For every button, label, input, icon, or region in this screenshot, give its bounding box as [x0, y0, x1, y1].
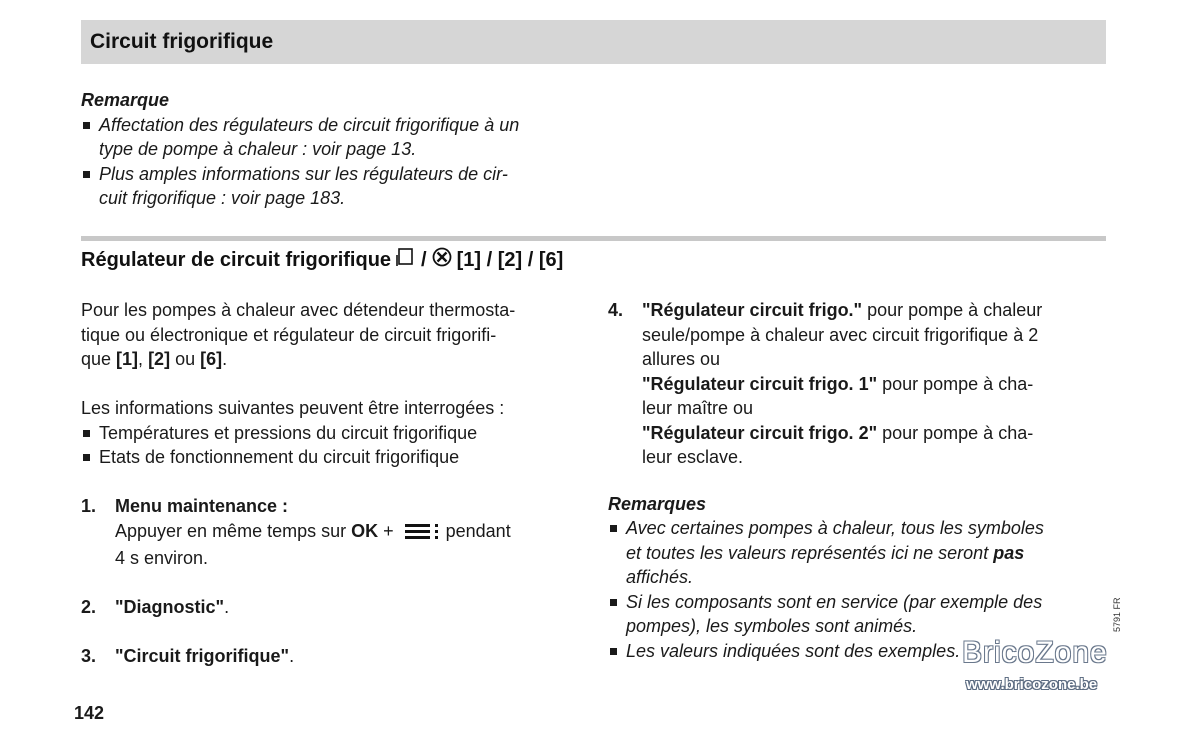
step-text: .: [224, 597, 230, 617]
menu-list-icon: [405, 522, 441, 547]
step-title: "Circuit frigorifique": [115, 646, 290, 666]
watermark-url: www.bricozone.be: [966, 676, 1098, 693]
bullet-icon: [83, 122, 90, 129]
bullet-icon: [83, 171, 90, 178]
page-number: 142: [74, 703, 105, 723]
remark-line: cuit frigorifique : voir page 183.: [99, 188, 346, 208]
remarks-line: Avec certaines pompes à chaleur, tous les symboles: [626, 518, 1044, 538]
emphasis: pas: [993, 542, 1025, 563]
step-text: leur maître ou: [642, 398, 754, 418]
step-text: allures ou: [642, 349, 721, 369]
remarks-line: affichés.: [626, 567, 694, 587]
option-name: "Régulateur circuit frigo. 2": [642, 422, 878, 443]
watermark: [962, 636, 1108, 693]
remarks-item: [608, 516, 1108, 590]
step-text: pour pompe à chaleur: [862, 300, 1043, 320]
code-ref: [6]: [200, 349, 223, 369]
remarks-line: et toutes les valeurs représentés ici ne seront: [626, 542, 994, 563]
section-header: [81, 20, 1106, 64]
info-title: Les informations suivantes peuvent être interrogées :: [81, 398, 505, 418]
step-title: "Diagnostic": [115, 597, 225, 617]
remark-list: [81, 113, 601, 211]
subheading: [81, 246, 563, 274]
step-4: [608, 298, 1108, 470]
intro-text: ,: [138, 349, 149, 369]
remark-title: Remarque: [81, 90, 170, 110]
option-name: "Régulateur circuit frigo.": [642, 300, 863, 320]
option-name: "Régulateur circuit frigo. 1": [642, 373, 878, 394]
step-3: [81, 644, 581, 669]
step-text: 4 s environ.: [115, 548, 209, 568]
step-2: [81, 595, 581, 620]
intro-text: ou: [170, 349, 201, 369]
info-item: [81, 445, 581, 470]
step-1: [81, 494, 581, 571]
info-item-text: Températures et pressions du circuit frigorifique: [99, 422, 478, 443]
step-text: +: [378, 520, 399, 541]
subheading-text: Régulateur de circuit frigorifique: [81, 248, 392, 271]
info-item: [81, 421, 581, 446]
intro-text: .: [222, 349, 228, 369]
info-item-text: Etats de fonctionnement du circuit frigorifique: [99, 447, 460, 467]
remarks-title: Remarques: [608, 493, 707, 514]
step-text: .: [289, 646, 295, 666]
remark-box: [81, 88, 601, 211]
remarks-line: pompes), les symboles sont animés.: [626, 616, 918, 636]
intro-line: que: [81, 349, 117, 369]
bullet-icon: [610, 648, 617, 655]
intro-paragraph: [81, 298, 581, 372]
watermark-logo: BricoZone: [962, 636, 1108, 669]
remark-line: type de pompe à chaleur : voir page 13.: [99, 139, 417, 159]
step-number: 2.: [81, 597, 97, 617]
step-title: Menu maintenance :: [115, 496, 289, 516]
step-number: 3.: [81, 646, 97, 666]
doc-reference: 5791 FR: [1112, 597, 1122, 632]
bullet-icon: [83, 430, 90, 437]
remark-item: [81, 162, 601, 211]
wrench-service-icon: [431, 246, 453, 274]
section-title: Circuit frigorifique: [90, 30, 274, 53]
intro-line: Pour les pompes à chaleur avec détendeur thermosta-: [81, 300, 516, 320]
remarks-line: Si les composants sont en service (par exemple des: [626, 591, 1043, 612]
step-number: 4.: [608, 300, 624, 320]
code-ref: [1]: [116, 349, 139, 369]
info-list: [81, 421, 581, 470]
ok-key-label: OK: [351, 520, 379, 541]
remark-line: Affectation des régulateurs de circuit frigorifique à un: [99, 114, 520, 135]
step-text: leur esclave.: [642, 447, 744, 467]
subheading-suffix: [1] / [2] / [6]: [456, 248, 564, 271]
step-number: 1.: [81, 496, 97, 516]
code-ref: [2]: [148, 349, 171, 369]
remark-line: Plus amples informations sur les régulateurs de cir-: [99, 163, 508, 184]
remarks-item: [608, 590, 1108, 639]
step-text: seule/pompe à chaleur avec circuit frigorifique à 2: [642, 324, 1039, 345]
left-column: [81, 298, 581, 669]
remarks-line: Les valeurs indiquées sont des exemples.: [626, 640, 961, 661]
step-text: pendant: [440, 520, 511, 541]
bullet-icon: [83, 454, 90, 461]
bullet-icon: [610, 599, 617, 606]
bullet-icon: [610, 525, 617, 532]
right-column: [608, 298, 1108, 663]
section-divider: [81, 236, 1106, 241]
step-text: pour pompe à cha-: [877, 373, 1034, 394]
subheading-sep: /: [421, 248, 427, 271]
intro-line: tique ou électronique et régulateur de circuit frigorifi-: [81, 324, 497, 345]
remark-item: [81, 113, 601, 162]
step-text: Appuyer en même temps sur: [115, 520, 352, 541]
step-text: pour pompe à cha-: [877, 422, 1034, 443]
menu-square-icon: [395, 246, 417, 274]
